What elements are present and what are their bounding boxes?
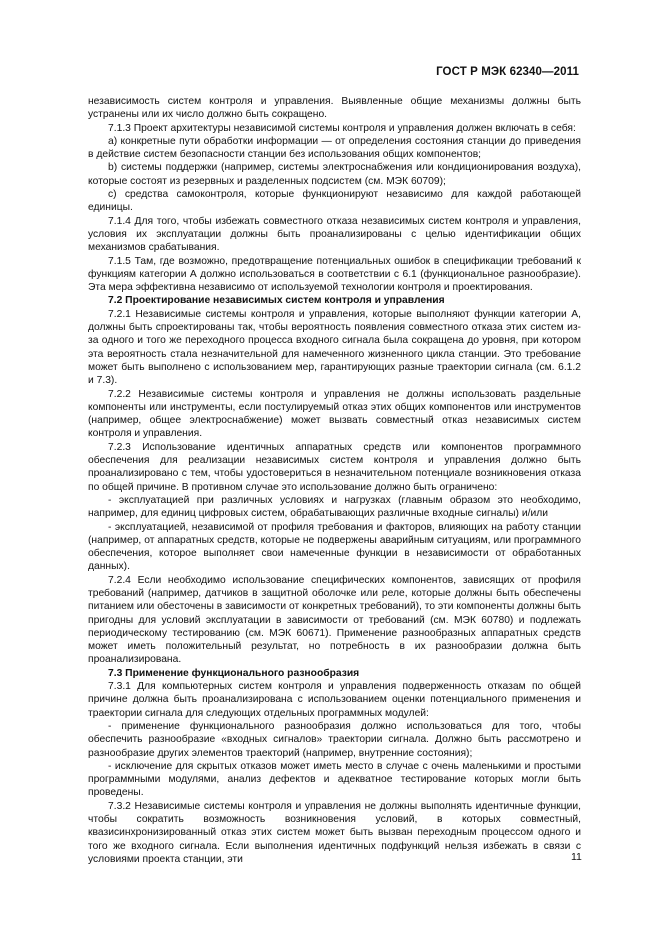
paragraph: - применение функционального разнообразия должно использоваться для того, чтобы обеспечить разнообразие «входных сигналов» траектории сигнала. Должно быть рассмотрено и разнообразие других элементов траекторий (например, внутренние состояния); <box>88 720 581 759</box>
paragraph: независимость систем контроля и управления. Выявленные общие механизмы должны быть устранены или их число должно быть сокращено. <box>88 96 581 121</box>
paragraph: 7.2.3 Использование идентичных аппаратных средств или компонентов программного обеспечения для реализации независимых систем контроля и управления должно быть проанализировано с тем, чтобы удостовериться в незначительном потенциале возникновения отказа по общей причине. В противном случае это использование должно быть ограничено: <box>88 441 581 493</box>
paragraph: 7.1.4 Для того, чтобы избежать совместного отказа независимых систем контроля и управления, условия их эксплуатации должны быть проанализированы с целью идентификации общих механизмов срабатывания. <box>88 215 581 254</box>
paragraph: 7.1.3 Проект архитектуры независимой системы контроля и управления должен включать в себя: <box>108 122 576 134</box>
section-heading: 7.3 Применение функционального разнообразия <box>108 667 360 679</box>
paragraph: с) средства самоконтроля, которые функционируют независимо для каждой работающей единицы. <box>88 189 581 214</box>
paragraph: 7.3.2 Независимые системы контроля и управления не должны выполнять идентичные функции, чтобы сократить возможность возникновения условий, в которых совместный, квазисинхронизированный отказ этих систем может быть вызван переходным процессом одного и того же входного сигнала. Если выполнения идентичных подфункций нельзя избежать в связи с условиями проекта станции, эти <box>88 800 581 865</box>
paragraph: 7.3.1 Для компьютерных систем контроля и управления подверженность отказам по общей причине должна быть проанализирована с использованием оценки потенциального применения и траектории сигнала для следующих отдельных программных модулей: <box>88 681 581 719</box>
paragraph: 7.1.5 Там, где возможно, предотвращение потенциальных ошибок в спецификации требований к функциям категории А должно использоваться в соответствии с 6.1 (функциональное разнообразие). Эта мера эффективна независимо от используемой технологии контроля и проектирования. <box>88 255 581 294</box>
paragraph: 7.2.2 Независимые системы контроля и управления не должны использовать раздельные компоненты или инструменты, если постулируемый отказ этих общих компонентов или инструментов (например, общее электроснабжение) может вызвать совместный отказ независимых систем контроля и управления. <box>88 388 581 440</box>
section-heading: 7.2 Проектирование независимых систем контроля и управления <box>108 295 445 307</box>
paragraph: b) системы поддержки (например, системы электроснабжения или кондиционирования воздуха), которые состоят из резервных и разделенных подсистем (см. МЭК 60709); <box>88 162 581 187</box>
paragraph: - исключение для скрытых отказов может иметь место в случае с очень маленькими и простыми программными модулями, анализ дефектов и адекватное тестирование которых могли быть проведены. <box>88 760 581 799</box>
page-number: 11 <box>571 851 582 863</box>
paragraph: - эксплуатацией, независимой от профиля требования и факторов, влияющих на работу станции (например, от аппаратных средств, которые не подвержены аварийным ситуациям, или программного обеспечения, которое выполняет свои намеченные функции в независимости от обработанных данных). <box>88 521 581 573</box>
paragraph: - эксплуатацией при различных условиях и нагрузках (главным образом это необходимо, например, для единиц цифровых систем, обрабатывающих различные входные сигналы) и/или <box>88 494 581 520</box>
paragraph: 7.2.1 Независимые системы контроля и управления, которые выполняют функции категории А, должны быть спроектированы так, чтобы вероятность появления совместного отказа этих систем из-за одного и того же переходного процесса входного сигнала была сокращена до уровня, при котором эта вероятность стала незначительной для намеченного жизненного цикла станции. Это требование может быть выполнено с использованием мер, гарантирующих разные траектории сигнала (см. 6.1.2 и 7.3). <box>88 308 581 387</box>
document-header: ГОСТ Р МЭК 62340—2011 <box>436 66 579 78</box>
body-text <box>88 95 581 866</box>
paragraph: а) конкретные пути обработки информации — от определения состояния станции до приведения в действие систем безопасности станции без использования общих компонентов; <box>88 135 581 161</box>
paragraph: 7.2.4 Если необходимо использование специфических компонентов, зависящих от профиля требований (например, датчиков в защитной оболочке или реле, которые должны быть обеспечены питанием или обесточены в зависимости от конкретных требований), то эти компоненты должны быть пригодны для условий эксплуатации в зависимости от требований (см. МЭК 60780) и подлежать периодическому тестированию (см. МЭК 60671). Применение разнообразных аппаратных средств может иметь положительный результат, но потребность в их разнообразии должна быть проанализирована. <box>88 574 581 666</box>
